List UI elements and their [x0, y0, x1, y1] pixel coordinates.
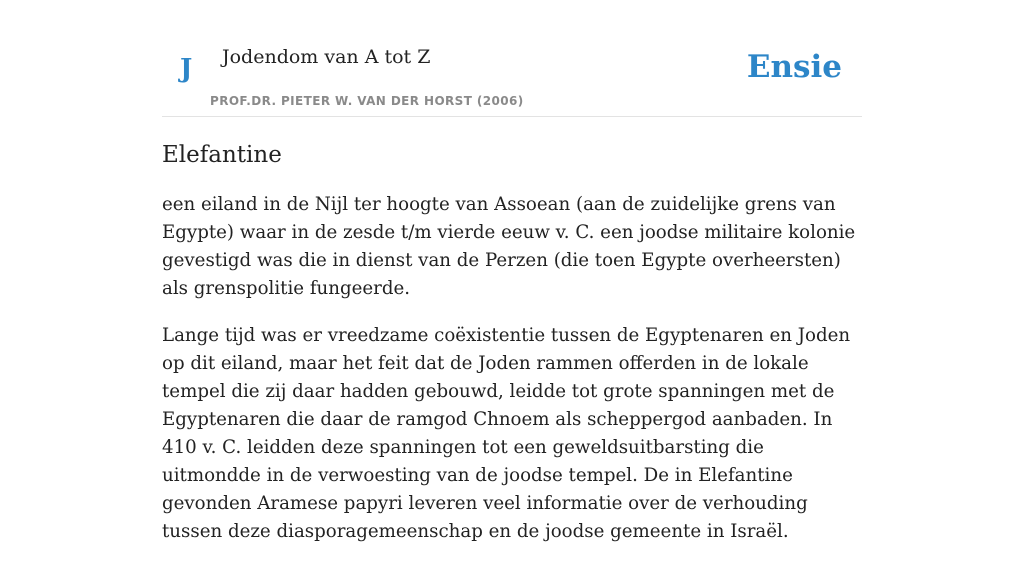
ensie-logo[interactable]: Ensie [746, 49, 842, 85]
book-author: PROF.DR. PIETER W. VAN DER HORST (2006) [210, 94, 524, 108]
book-letter-icon: J [180, 54, 193, 84]
entry-paragraph: Lange tijd was er vreedzame coëxistentie tussen de Egyptenaren en Joden op dit eiland, maar het feit dat de Joden rammen offerden in de lokale tempel die zij daar hadden gebouwd, leidde tot grote spanningen met de Egyptenaren die daar de ramgod Chnoem als scheppergod aanbaden. In 410 v. C. leidden deze spanningen tot een geweldsuitbarsting die uitmondde in de verwoesting van de joodse tempel. De in Elefantine gevonden Aramese papyri leveren veel informatie over de verhouding tussen deze diasporagemeenschap en de joodse gemeente in Israël. [162, 324, 851, 542]
book-title-link[interactable]: Jodendom van A tot Z [222, 46, 431, 68]
entry-title: Elefantine [162, 142, 282, 168]
entry-card [162, 0, 862, 565]
entry-paragraph: een eiland in de Nijl ter hoogte van Assoean (aan de zuidelijke grens van Egypte) waar in de zesde t/m vierde eeuw v. C. een joodse militaire kolonie gevestigd was die in dienst van de Perzen (die toen Egypte overheersten) als grenspolitie fungeerde. [162, 193, 856, 299]
entry-body [162, 191, 862, 546]
book-header [162, 0, 862, 117]
